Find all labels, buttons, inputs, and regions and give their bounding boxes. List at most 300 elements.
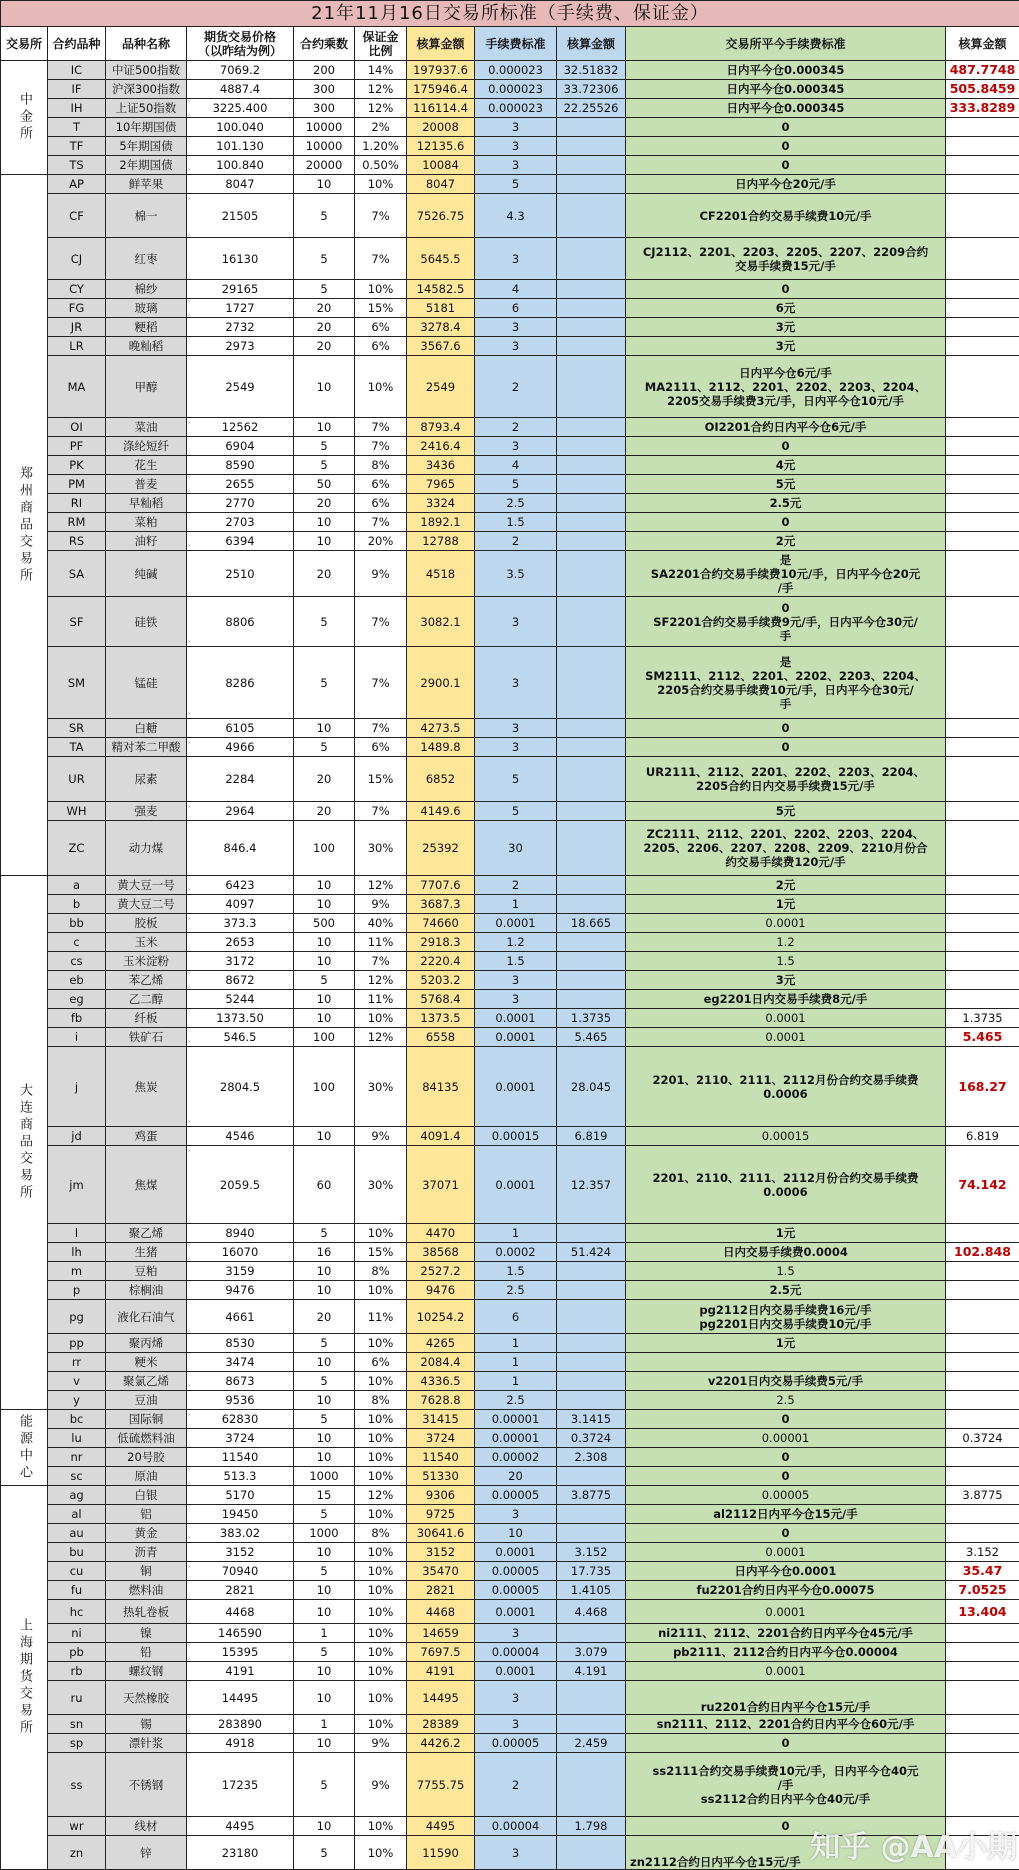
cell-contract-name: 棉一 bbox=[106, 194, 187, 238]
table-row bbox=[1, 802, 1019, 821]
cell-contract-code: sn bbox=[48, 1715, 106, 1734]
header-exchange: 交易所 bbox=[1, 27, 48, 61]
cell-contract-code: SR bbox=[48, 719, 106, 738]
cell-multiplier: 5 bbox=[294, 437, 355, 456]
table-row bbox=[1, 156, 1019, 175]
cell-margin-ratio: 6% bbox=[355, 475, 407, 494]
cell-close-today-fee: v2201日内交易手续费5元/手 bbox=[626, 1372, 946, 1391]
cell-amount: 175946.4 bbox=[407, 80, 475, 99]
cell-close-today-amount bbox=[946, 456, 1019, 475]
table-row bbox=[1, 738, 1019, 757]
cell-price: 3225.400 bbox=[187, 99, 294, 118]
cell-fee-amount bbox=[557, 494, 626, 513]
cell-contract-code: lh bbox=[48, 1243, 106, 1262]
exchange-label: 上海期货交易所 bbox=[1, 1486, 48, 1870]
cell-contract-name: 沪深300指数 bbox=[106, 80, 187, 99]
cell-price: 8047 bbox=[187, 175, 294, 194]
cell-margin-ratio: 30% bbox=[355, 821, 407, 876]
cell-price: 2655 bbox=[187, 475, 294, 494]
cell-margin-ratio: 10% bbox=[355, 1410, 407, 1429]
cell-contract-code: IF bbox=[48, 80, 106, 99]
cell-close-today-fee: 2元 bbox=[626, 532, 946, 551]
cell-contract-name: 鸡蛋 bbox=[106, 1127, 187, 1146]
cell-amount: 1892.1 bbox=[407, 513, 475, 532]
cell-contract-code: fb bbox=[48, 1009, 106, 1028]
cell-close-today-amount bbox=[946, 494, 1019, 513]
cell-fee-standard: 3 bbox=[475, 1681, 557, 1715]
cell-close-today-amount bbox=[946, 647, 1019, 719]
cell-fee-amount: 12.357 bbox=[557, 1146, 626, 1224]
cell-close-today-amount bbox=[946, 821, 1019, 876]
cell-margin-ratio: 10% bbox=[355, 1662, 407, 1681]
cell-close-today-fee: 0 bbox=[626, 280, 946, 299]
cell-close-today-fee: 0.0001 bbox=[626, 914, 946, 933]
cell-fee-amount bbox=[557, 895, 626, 914]
cell-multiplier: 10 bbox=[294, 1734, 355, 1753]
cell-amount: 37071 bbox=[407, 1146, 475, 1224]
cell-contract-name: 黄大豆二号 bbox=[106, 895, 187, 914]
cell-amount: 2416.4 bbox=[407, 437, 475, 456]
cell-multiplier: 5 bbox=[294, 1562, 355, 1581]
cell-close-today-amount bbox=[946, 513, 1019, 532]
cell-amount: 2084.4 bbox=[407, 1353, 475, 1372]
cell-price: 6904 bbox=[187, 437, 294, 456]
cell-amount: 38568 bbox=[407, 1243, 475, 1262]
cell-fee-standard: 3 bbox=[475, 137, 557, 156]
cell-contract-code: IC bbox=[48, 61, 106, 80]
header-multiplier: 合约乘数 bbox=[294, 27, 355, 61]
cell-fee-amount: 5.465 bbox=[557, 1028, 626, 1047]
cell-contract-code: PK bbox=[48, 456, 106, 475]
cell-contract-name: 焦煤 bbox=[106, 1146, 187, 1224]
cell-fee-amount bbox=[557, 647, 626, 719]
table-row bbox=[1, 513, 1019, 532]
cell-margin-ratio: 6% bbox=[355, 318, 407, 337]
cell-close-today-amount bbox=[946, 1391, 1019, 1410]
cell-fee-standard: 6 bbox=[475, 299, 557, 318]
cell-contract-name: 豆油 bbox=[106, 1391, 187, 1410]
cell-multiplier: 100 bbox=[294, 1028, 355, 1047]
cell-contract-name: 生猪 bbox=[106, 1243, 187, 1262]
cell-contract-name: 上证50指数 bbox=[106, 99, 187, 118]
cell-fee-standard: 2 bbox=[475, 1753, 557, 1817]
cell-amount: 3082.1 bbox=[407, 597, 475, 647]
cell-fee-standard: 1.5 bbox=[475, 513, 557, 532]
cell-multiplier: 1000 bbox=[294, 1467, 355, 1486]
table-row bbox=[1, 280, 1019, 299]
cell-margin-ratio: 8% bbox=[355, 456, 407, 475]
cell-amount: 51330 bbox=[407, 1467, 475, 1486]
cell-price: 4191 bbox=[187, 1662, 294, 1681]
cell-close-today-fee: zn2112合约日内平今仓15元/手 bbox=[626, 1836, 946, 1870]
cell-close-today-fee: 2.5 bbox=[626, 1391, 946, 1410]
table-row bbox=[1, 1262, 1019, 1281]
table-row bbox=[1, 551, 1019, 597]
cell-close-today-amount bbox=[946, 1224, 1019, 1243]
cell-close-today-amount bbox=[946, 1734, 1019, 1753]
cell-price: 2653 bbox=[187, 933, 294, 952]
cell-price: 6423 bbox=[187, 876, 294, 895]
cell-fee-standard: 3 bbox=[475, 990, 557, 1009]
cell-margin-ratio: 12% bbox=[355, 80, 407, 99]
cell-margin-ratio: 15% bbox=[355, 1243, 407, 1262]
cell-amount: 7965 bbox=[407, 475, 475, 494]
cell-contract-code: rb bbox=[48, 1662, 106, 1681]
cell-contract-name: 白糖 bbox=[106, 719, 187, 738]
cell-contract-name: 动力煤 bbox=[106, 821, 187, 876]
cell-fee-amount: 2.459 bbox=[557, 1734, 626, 1753]
cell-fee-standard: 1.2 bbox=[475, 933, 557, 952]
cell-fee-standard: 3 bbox=[475, 156, 557, 175]
table-row bbox=[1, 1681, 1019, 1715]
cell-contract-name: 锡 bbox=[106, 1715, 187, 1734]
cell-margin-ratio: 10% bbox=[355, 1467, 407, 1486]
table-row bbox=[1, 80, 1019, 99]
cell-contract-name: 菜粕 bbox=[106, 513, 187, 532]
cell-fee-amount bbox=[557, 1753, 626, 1817]
table-row bbox=[1, 719, 1019, 738]
cell-contract-code: TF bbox=[48, 137, 106, 156]
cell-contract-code: LR bbox=[48, 337, 106, 356]
cell-close-today-amount bbox=[946, 1448, 1019, 1467]
cell-price: 21505 bbox=[187, 194, 294, 238]
cell-fee-standard: 1 bbox=[475, 1334, 557, 1353]
cell-contract-code: cs bbox=[48, 952, 106, 971]
cell-fee-amount bbox=[557, 597, 626, 647]
table-row bbox=[1, 137, 1019, 156]
cell-margin-ratio: 10% bbox=[355, 1009, 407, 1028]
cell-close-today-fee: 0 bbox=[626, 1467, 946, 1486]
cell-contract-code: b bbox=[48, 895, 106, 914]
cell-price: 9536 bbox=[187, 1391, 294, 1410]
cell-close-today-amount bbox=[946, 1643, 1019, 1662]
cell-fee-amount: 1.3735 bbox=[557, 1009, 626, 1028]
cell-close-today-amount bbox=[946, 895, 1019, 914]
cell-price: 6105 bbox=[187, 719, 294, 738]
cell-contract-code: eg bbox=[48, 990, 106, 1009]
cell-amount: 2527.2 bbox=[407, 1262, 475, 1281]
cell-contract-name: 国际铜 bbox=[106, 1410, 187, 1429]
cell-close-today-fee: 0.00001 bbox=[626, 1429, 946, 1448]
cell-contract-name: 涤纶短纤 bbox=[106, 437, 187, 456]
cell-margin-ratio: 10% bbox=[355, 1224, 407, 1243]
cell-contract-name: 棉纱 bbox=[106, 280, 187, 299]
cell-contract-name: 不锈钢 bbox=[106, 1753, 187, 1817]
cell-fee-amount bbox=[557, 1715, 626, 1734]
cell-close-today-amount: 3.8775 bbox=[946, 1486, 1019, 1505]
cell-amount: 8793.4 bbox=[407, 418, 475, 437]
cell-fee-amount: 32.51832 bbox=[557, 61, 626, 80]
cell-amount: 197937.6 bbox=[407, 61, 475, 80]
table-row bbox=[1, 1600, 1019, 1624]
cell-price: 3724 bbox=[187, 1429, 294, 1448]
cell-price: 12562 bbox=[187, 418, 294, 437]
cell-margin-ratio: 12% bbox=[355, 99, 407, 118]
cell-contract-code: SM bbox=[48, 647, 106, 719]
cell-margin-ratio: 9% bbox=[355, 551, 407, 597]
cell-price: 2732 bbox=[187, 318, 294, 337]
cell-contract-name: 锌 bbox=[106, 1836, 187, 1870]
cell-fee-amount bbox=[557, 971, 626, 990]
cell-close-today-fee: 日内平今仓0.0001 bbox=[626, 1562, 946, 1581]
cell-close-today-amount bbox=[946, 990, 1019, 1009]
cell-fee-standard: 2 bbox=[475, 418, 557, 437]
cell-close-today-amount: 168.27 bbox=[946, 1047, 1019, 1127]
cell-fee-standard: 3 bbox=[475, 647, 557, 719]
cell-amount: 10254.2 bbox=[407, 1300, 475, 1334]
cell-close-today-fee: 0.00005 bbox=[626, 1486, 946, 1505]
cell-amount: 4273.5 bbox=[407, 719, 475, 738]
cell-price: 16070 bbox=[187, 1243, 294, 1262]
cell-contract-code: ZC bbox=[48, 821, 106, 876]
cell-amount: 35470 bbox=[407, 1562, 475, 1581]
cell-fee-amount bbox=[557, 990, 626, 1009]
cell-fee-standard: 3 bbox=[475, 1715, 557, 1734]
cell-amount: 9476 bbox=[407, 1281, 475, 1300]
cell-close-today-amount: 1.3735 bbox=[946, 1009, 1019, 1028]
cell-price: 513.3 bbox=[187, 1467, 294, 1486]
cell-contract-code: al bbox=[48, 1505, 106, 1524]
cell-fee-amount bbox=[557, 1353, 626, 1372]
cell-multiplier: 10 bbox=[294, 1429, 355, 1448]
table-row bbox=[1, 1562, 1019, 1581]
cell-close-today-fee: 0 bbox=[626, 1817, 946, 1836]
cell-close-today-amount bbox=[946, 719, 1019, 738]
cell-multiplier: 15 bbox=[294, 1486, 355, 1505]
cell-price: 1373.50 bbox=[187, 1009, 294, 1028]
table-row bbox=[1, 990, 1019, 1009]
table-row bbox=[1, 757, 1019, 802]
cell-amount: 30641.6 bbox=[407, 1524, 475, 1543]
cell-price: 2703 bbox=[187, 513, 294, 532]
cell-fee-amount: 33.72306 bbox=[557, 80, 626, 99]
cell-fee-amount bbox=[557, 757, 626, 802]
cell-close-today-fee: UR2111、2112、2201、2202、2203、2204、 2205合约日内交易手续费15元/手 bbox=[626, 757, 946, 802]
cell-contract-code: TS bbox=[48, 156, 106, 175]
cell-amount: 9725 bbox=[407, 1505, 475, 1524]
cell-margin-ratio: 10% bbox=[355, 1281, 407, 1300]
table-row bbox=[1, 1734, 1019, 1753]
cell-price: 29165 bbox=[187, 280, 294, 299]
table-row bbox=[1, 356, 1019, 418]
cell-fee-amount bbox=[557, 532, 626, 551]
cell-contract-code: CJ bbox=[48, 238, 106, 280]
cell-close-today-amount bbox=[946, 1353, 1019, 1372]
cell-amount: 7697.5 bbox=[407, 1643, 475, 1662]
cell-close-today-fee: 0 bbox=[626, 1448, 946, 1467]
cell-close-today-fee: 日内平今仓0.000345 bbox=[626, 80, 946, 99]
cell-fee-standard: 1 bbox=[475, 895, 557, 914]
table-row bbox=[1, 1715, 1019, 1734]
cell-contract-name: 液化石油气 bbox=[106, 1300, 187, 1334]
cell-price: 4661 bbox=[187, 1300, 294, 1334]
cell-amount: 3567.6 bbox=[407, 337, 475, 356]
cell-fee-standard: 5 bbox=[475, 475, 557, 494]
cell-contract-code: ss bbox=[48, 1753, 106, 1817]
cell-margin-ratio: 10% bbox=[355, 175, 407, 194]
cell-amount: 3152 bbox=[407, 1543, 475, 1562]
cell-multiplier: 16 bbox=[294, 1243, 355, 1262]
cell-fee-amount bbox=[557, 299, 626, 318]
cell-contract-name: 热轧卷板 bbox=[106, 1600, 187, 1624]
cell-contract-name: 白银 bbox=[106, 1486, 187, 1505]
table-row bbox=[1, 1429, 1019, 1448]
cell-price: 17235 bbox=[187, 1753, 294, 1817]
cell-fee-amount bbox=[557, 719, 626, 738]
cell-contract-name: 黄大豆一号 bbox=[106, 876, 187, 895]
cell-margin-ratio: 30% bbox=[355, 1146, 407, 1224]
cell-multiplier: 10 bbox=[294, 952, 355, 971]
cell-fee-amount: 3.8775 bbox=[557, 1486, 626, 1505]
cell-close-today-amount bbox=[946, 914, 1019, 933]
cell-close-today-fee: 0.0001 bbox=[626, 1543, 946, 1562]
cell-amount: 3724 bbox=[407, 1429, 475, 1448]
cell-fee-standard: 0.0001 bbox=[475, 914, 557, 933]
watermark: 知乎 @AA小期 bbox=[810, 1832, 1017, 1864]
cell-multiplier: 10 bbox=[294, 1662, 355, 1681]
cell-close-today-amount bbox=[946, 356, 1019, 418]
cell-close-today-fee: 3元 bbox=[626, 337, 946, 356]
table-row bbox=[1, 1243, 1019, 1262]
cell-price: 8673 bbox=[187, 1372, 294, 1391]
cell-fee-amount: 1.798 bbox=[557, 1817, 626, 1836]
cell-close-today-amount bbox=[946, 475, 1019, 494]
table-row bbox=[1, 971, 1019, 990]
cell-margin-ratio: 10% bbox=[355, 1817, 407, 1836]
cell-close-today-amount bbox=[946, 1817, 1019, 1836]
cell-contract-code: pg bbox=[48, 1300, 106, 1334]
cell-fee-standard: 5 bbox=[475, 802, 557, 821]
cell-fee-standard: 0.00001 bbox=[475, 1429, 557, 1448]
cell-contract-code: PF bbox=[48, 437, 106, 456]
cell-close-today-fee: 0 bbox=[626, 738, 946, 757]
cell-fee-standard: 5 bbox=[475, 175, 557, 194]
cell-contract-name: 聚乙烯 bbox=[106, 1224, 187, 1243]
cell-amount: 14659 bbox=[407, 1624, 475, 1643]
cell-multiplier: 10 bbox=[294, 933, 355, 952]
table-row bbox=[1, 1836, 1019, 1870]
cell-price: 16130 bbox=[187, 238, 294, 280]
cell-amount: 7755.75 bbox=[407, 1753, 475, 1817]
cell-close-today-amount: 505.8459 bbox=[946, 80, 1019, 99]
cell-contract-code: c bbox=[48, 933, 106, 952]
table-row bbox=[1, 1410, 1019, 1429]
cell-close-today-amount bbox=[946, 437, 1019, 456]
cell-margin-ratio: 12% bbox=[355, 1486, 407, 1505]
cell-amount: 116114.4 bbox=[407, 99, 475, 118]
cell-price: 100.840 bbox=[187, 156, 294, 175]
cell-contract-code: pp bbox=[48, 1334, 106, 1353]
cell-multiplier: 10 bbox=[294, 418, 355, 437]
cell-amount: 3687.3 bbox=[407, 895, 475, 914]
cell-margin-ratio: 10% bbox=[355, 1505, 407, 1524]
cell-multiplier: 5 bbox=[294, 738, 355, 757]
cell-contract-name: 鲜苹果 bbox=[106, 175, 187, 194]
table-row bbox=[1, 1300, 1019, 1334]
cell-close-today-amount bbox=[946, 551, 1019, 597]
cell-multiplier: 10 bbox=[294, 990, 355, 1009]
cell-contract-code: IH bbox=[48, 99, 106, 118]
cell-price: 546.5 bbox=[187, 1028, 294, 1047]
cell-price: 1727 bbox=[187, 299, 294, 318]
cell-price: 23180 bbox=[187, 1836, 294, 1870]
cell-fee-amount bbox=[557, 1281, 626, 1300]
cell-fee-standard: 0.00005 bbox=[475, 1486, 557, 1505]
cell-close-today-amount: 333.8289 bbox=[946, 99, 1019, 118]
cell-contract-code: ni bbox=[48, 1624, 106, 1643]
cell-contract-name: 精对苯二甲酸 bbox=[106, 738, 187, 757]
cell-fee-amount bbox=[557, 318, 626, 337]
table-row bbox=[1, 532, 1019, 551]
cell-multiplier: 10 bbox=[294, 1391, 355, 1410]
cell-multiplier: 5 bbox=[294, 647, 355, 719]
cell-contract-name: 线材 bbox=[106, 1817, 187, 1836]
cell-amount: 12135.6 bbox=[407, 137, 475, 156]
cell-contract-code: TA bbox=[48, 738, 106, 757]
cell-amount: 2900.1 bbox=[407, 647, 475, 719]
table-row bbox=[1, 1505, 1019, 1524]
cell-multiplier: 10 bbox=[294, 1262, 355, 1281]
cell-close-today-fee: 4元 bbox=[626, 456, 946, 475]
cell-amount: 1373.5 bbox=[407, 1009, 475, 1028]
table-row bbox=[1, 238, 1019, 280]
cell-fee-amount: 4.468 bbox=[557, 1600, 626, 1624]
cell-close-today-fee: 5元 bbox=[626, 475, 946, 494]
cell-fee-amount bbox=[557, 238, 626, 280]
cell-contract-code: cu bbox=[48, 1562, 106, 1581]
cell-multiplier: 60 bbox=[294, 1146, 355, 1224]
cell-contract-code: CY bbox=[48, 280, 106, 299]
cell-close-today-amount: 3.152 bbox=[946, 1543, 1019, 1562]
cell-multiplier: 1000 bbox=[294, 1524, 355, 1543]
cell-contract-code: a bbox=[48, 876, 106, 895]
cell-amount: 14582.5 bbox=[407, 280, 475, 299]
cell-price: 146590 bbox=[187, 1624, 294, 1643]
table-row bbox=[1, 895, 1019, 914]
cell-fee-standard: 3 bbox=[475, 719, 557, 738]
cell-fee-amount bbox=[557, 437, 626, 456]
cell-close-today-fee: 日内平今仓0.000345 bbox=[626, 61, 946, 80]
cell-contract-code: T bbox=[48, 118, 106, 137]
table-row bbox=[1, 61, 1019, 80]
cell-fee-standard: 0.0001 bbox=[475, 1543, 557, 1562]
cell-multiplier: 5 bbox=[294, 280, 355, 299]
cell-amount: 5768.4 bbox=[407, 990, 475, 1009]
cell-close-today-fee: 1.2 bbox=[626, 933, 946, 952]
cell-close-today-amount bbox=[946, 299, 1019, 318]
cell-contract-code: RM bbox=[48, 513, 106, 532]
cell-fee-standard: 2 bbox=[475, 356, 557, 418]
cell-multiplier: 10 bbox=[294, 719, 355, 738]
cell-margin-ratio: 7% bbox=[355, 597, 407, 647]
cell-margin-ratio: 10% bbox=[355, 1372, 407, 1391]
cell-fee-standard: 3 bbox=[475, 738, 557, 757]
cell-close-today-amount bbox=[946, 933, 1019, 952]
cell-close-today-amount bbox=[946, 738, 1019, 757]
cell-close-today-amount bbox=[946, 971, 1019, 990]
cell-close-today-fee: ni2111、2112、2201合约日内平今仓45元/手 bbox=[626, 1624, 946, 1643]
header-close-today-fee-standard: 交易所平今手续费标准 bbox=[626, 27, 946, 61]
cell-multiplier: 20 bbox=[294, 551, 355, 597]
cell-amount: 4265 bbox=[407, 1334, 475, 1353]
table-row bbox=[1, 1281, 1019, 1300]
cell-contract-name: 乙二醇 bbox=[106, 990, 187, 1009]
cell-close-today-fee: 1.5 bbox=[626, 952, 946, 971]
cell-margin-ratio: 10% bbox=[355, 1581, 407, 1600]
cell-close-today-fee: 0 bbox=[626, 156, 946, 175]
cell-fee-amount bbox=[557, 952, 626, 971]
table-row bbox=[1, 475, 1019, 494]
